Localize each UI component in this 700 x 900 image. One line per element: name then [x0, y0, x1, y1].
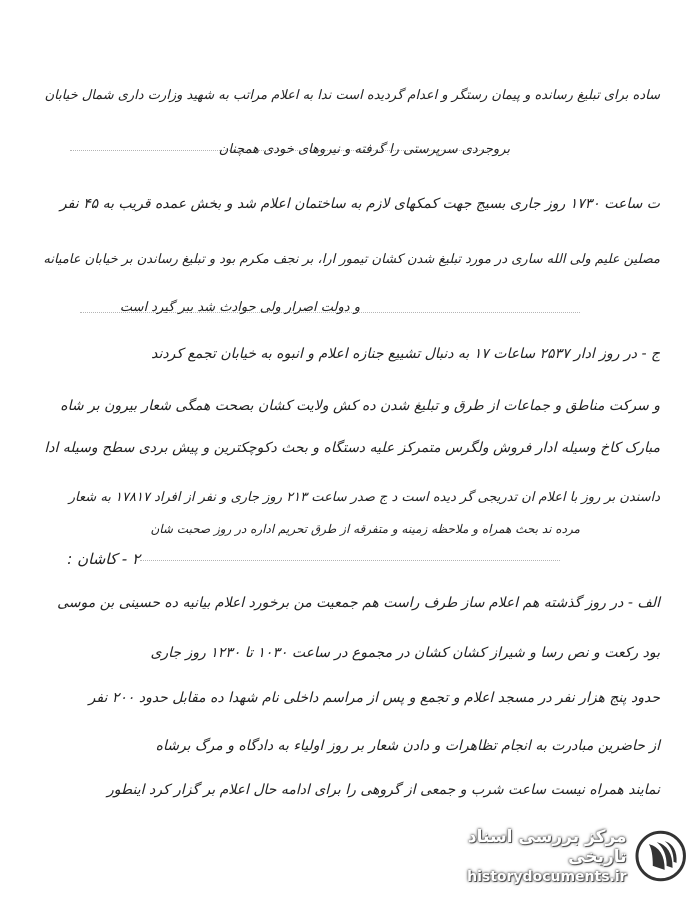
document-line-10: مرده ند بحث همراه و ملاحظه زمینه و متفرقه از طرق تحریم اداره در روز صحبت شان	[150, 522, 580, 536]
document-line-9: داسندن بر روز با اعلام ان تدریجی گر دیده است د ج صدر ساعت ۲۱۳ روز جاری و نفر از افراد ۱۷۸۱۷ به شعار	[68, 490, 660, 505]
document-line-8: مبارک کاخ وسیله ادار فروش ولگرس متمرکز علیه دستگاه و بحث دکوچکترین و پیش بردی سطح وسیله ادا	[44, 440, 660, 456]
watermark-site: historydocuments.ir	[467, 869, 627, 885]
document-line-2: بروجردی سرپرستی را گرفته و نیروهای خودی همچنان	[218, 142, 510, 157]
document-line-4: مصلین علیم ولی الله ساری در مورد تبلیغ شدن کشان تیمور ارا، بر نجف مکرم بود و تبلیغ رساندن بر خیابان عامیانه	[43, 252, 660, 267]
watermark-text	[406, 827, 627, 885]
watermark	[406, 826, 686, 886]
document-line-12: الف - در روز گذشته هم اعلام ساز طرف راست هم جمعیت من برخورد اعلام بیانیه ده حسینی بن موسی	[57, 595, 660, 611]
document-line-13: بود رکعت و نص رسا و شیراز کشان کشان در مجموع در ساعت ۱۰۳۰ تا ۱۲۳۰ روز جاری	[150, 645, 660, 661]
document-line-14: حدود پنج هزار نفر در مسجد اعلام و تجمع و پس از مراسم داخلی نام شهدا ده مقابل حدود ۲۰۰ نفر	[88, 690, 660, 706]
book-pages-logo-icon	[635, 830, 686, 882]
document-line-11: ۲ - کاشان :	[67, 550, 140, 568]
watermark-title: مرکز بررسی اسناد تاریخی	[467, 827, 627, 867]
document-line-7: و سرکت مناطق و جماعات از طرق و تبلیغ شدن ده کش ولایت کشان بصحت همگی شعار بیرون بر شاه	[60, 398, 660, 414]
document-line-5: و دولت اصرار ولی حوادث شد ببر گیرد است	[119, 300, 360, 315]
document-line-15: از حاضرین مبادرت به انجام تظاهرات و دادن شعار بر روز اولیاء به دادگاه و مرگ برشاه	[155, 738, 660, 754]
document-line-1: ساده برای تبلیغ رسانده و پیمان رستگر و اعدام گردیده است ندا به اعلام مراتب به شهید وزارت داری شمال خیابان	[44, 88, 660, 103]
document-line-6: ج - در روز ادار ۲۵۳۷ ساعات ۱۷ به دنبال تشییع جنازه اعلام و انبوه به خیابان تجمع کردند	[151, 346, 660, 362]
document-line-16: نمایند همراه نیست ساعت شرب و جمعی از گروهی را برای ادامه حال اعلام بر گزار کرد اینطور	[107, 782, 660, 798]
document-line-3: ت ساعت ۱۷۳۰ روز جاری بسیج جهت کمکهای لازم به ساختمان اعلام شد و بخش عمده قریب به ۴۵ نفر	[59, 196, 660, 212]
form-guide-line	[140, 560, 560, 561]
